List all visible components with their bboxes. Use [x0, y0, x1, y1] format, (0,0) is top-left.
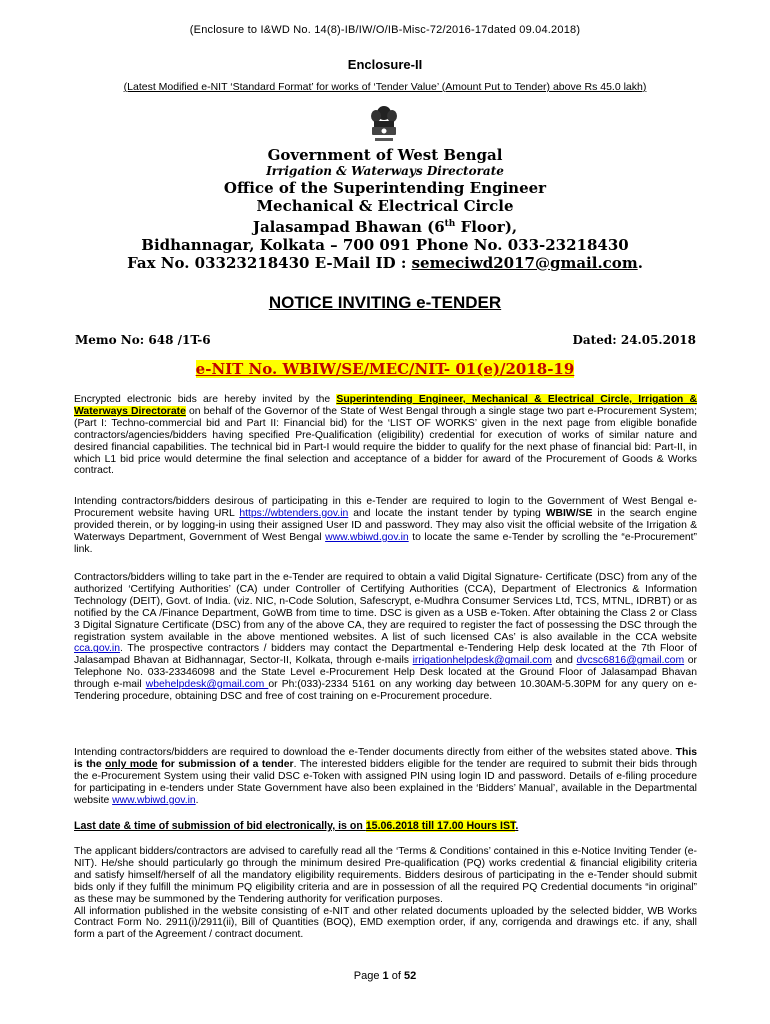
last-date-highlight: 15.06.2018 till 17.00 Hours IST	[365, 820, 516, 832]
enclosure-reference: (Enclosure to I&WD No. 14(8)-IB/IW/O/IB-Misc-72/2016-17dated 09.04.2018)	[189, 24, 581, 36]
notice-title: NOTICE INVITING e-TENDER	[268, 293, 502, 312]
enclosure-title: Enclosure-II	[347, 57, 423, 72]
wbiwd-link[interactable]: www.wbiwd.gov.in	[325, 531, 409, 543]
memo-date: Dated: 24.05.2018	[572, 333, 696, 347]
office-email-link[interactable]: semeciwd2017@gmail.com	[411, 254, 638, 272]
last-date-line: Last date & time of submission of bid electronically, is on 15.06.2018 till 17.00 Hours IST.	[74, 820, 519, 832]
address-phone-line: Bidhannagar, Kolkata – 700 091 Phone No. 033-23218430	[141, 236, 629, 254]
paragraph-terms: The applicant bidders/contractors are advised to carefully read all the ‘Terms & Conditions’ contained in this e-Notice Inviting Tender (e-NIT). He/she should particularly go through the minimum desired Pre-qualification (PQ) works credential & financial eligibility criteria and satisfy himself/herself of all the mandatory eligibility requirements. Bidders desirous of participating in the e-Tender should submit bids only if they fulfill the minimum PQ eligibility criteria and are in possession of all the required PQ Credential documents “in original” as these may be summoned by the Tendering authority for verification purposes. All information published in the website consisting of e-NIT and other related documents uploaded by the selected bidder, WB Works Contract Form No. 2911(i)/2911(ii), Bill of Quantities (BOQ), EMD exemption order, if any, corrigenda and drawings etc. if any, shall form a part of the Agreement / contract document.	[74, 846, 697, 941]
paragraph-login: Intending contractors/bidders desirous of participating in this e-Tender are required to login to the Government of West Bengal e-Procurement website having URL https://wbtenders.gov.in and locate the instant tender by typing WBIW/SE in the search engine provided therein, or by logging-in using their assigned User ID and password. They may also visit the official website of the Irrigation & Waterways Department, Government of West Bengal www.wbiwd.gov.in to locate the same e-Tender by scrolling the “e-Procurement” link.	[74, 496, 697, 555]
dvcsc-email[interactable]: dvcsc6816@gmail.com	[576, 655, 685, 667]
state-emblem-icon	[365, 104, 403, 146]
latest-modified-note: (Latest Modified e-NIT ‘Standard Format’ for works of ‘Tender Value’ (Amount Put to Tender) above Rs 45.0 lakh)	[123, 81, 647, 93]
irrigation-helpdesk-email[interactable]: irrigationhelpdesk@gmail.com	[412, 655, 552, 667]
enit-number: e-NIT No. WBIW/SE/MEC/NIT- 01(e)/2018-19	[195, 360, 575, 378]
office-header	[0, 146, 770, 272]
circle-name: Mechanical & Electrical Circle	[256, 197, 514, 215]
wbiwd-link-2[interactable]: www.wbiwd.gov.in	[112, 794, 196, 806]
government-name: Government of West Bengal	[267, 146, 503, 164]
paragraph-dsc: Contractors/bidders willing to take part in the e-Tender are required to obtain a valid Digital Signature- Certificate (DSC) from any of the authorized ‘Certifying Authorities’ (CA) under Controller of Certifying Authorities (CCA), Department of Electronics & Information Technology (DEIT), Govt. of India. (viz. NIC, n-Code Solution, Safescrypt, e-Mudhra Consumer Services Ltd, TCS, MTNL, IDRBT) or as notified by the CA /Finance Department, GoWB from time to time. DSC is given as a USB e-Token. After obtaining the Class 2 or Class 3 Digital Signature Certificate (DSC) from any of the above CA, they are required to register the fact of possessing the DSC through the registration system available in the above mentioned websites. A list of such licensed CAs’ is also available in the CCA website cca.gov.in. The prospective contractors / bidders may contact the Departmental e-Tendering Help desk located at the 7th Floor of Jalasampad Bhavan at Bidhannagar, Sector-II, Kolkata, through e-mails irrigationhelpdesk@gmail.com and dvcsc6816@gmail.com or Telephone No. 033-23346098 and the State Level e-Procurement Help Desk located at the Ground Floor of Jalasampad Bhavan through e-mail wbehelpdesk@gmail.com or Ph:(033)-2334 5161 on any working day between 10.30AM-5.30PM for any query on e-Tendering procedure, obtaining DSC and free of cost training on e-Procurement procedure.	[74, 572, 697, 703]
paragraph-download: Intending contractors/bidders are required to download the e-Tender documents directly from either of the websites stated above. This is the only mode for submission of a tender. The interested bidders eligible for the tender are required to submit their bids through the e-Procurement System using their valid DSC e-Token with assigned PIN using login ID and password. Details of e-filing procedure for participating in e-tenders under State Government have also been explained in the ‘Bidders’ Manual’, available in the Departmental website www.wbiwd.gov.in.	[74, 747, 697, 806]
page-number: Page 1 of 52	[353, 970, 417, 982]
memo-number: Memo No: 648 /1T-6	[75, 333, 211, 347]
paragraph-agreement: All information published in the website consisting of e-NIT and other related documents uploaded by the selected bidder, WB Works Contract Form No. 2911(i)/2911(ii), Bill of Quantities (BOQ), EMD exemption order, if any, corrigenda and drawings etc. if any, shall form a part of the Agreement / contract document.	[74, 905, 697, 941]
wbtenders-link[interactable]: https://wbtenders.gov.in	[239, 507, 349, 519]
paragraph-invitation: Encrypted electronic bids are hereby invited by the Superintending Engineer, Mechanical & Electrical Circle, Irrigation & Waterways Directorate on behalf of the Governor of the State of West Bengal through a single stage two part e-Procurement System; (Part I: Techno-commercial bid and Part II: Financial bid) for the ‘LIST OF WORKS’ given in the next page from eligible bonafide contractors/agencies/bidders having specified Pre-Qualification (eligibility) credential for execution of works of similar nature and desired financial capabilities. The technical bid in Part-I would require the bidder to qualify for the next phase of financial bid: Part-II, in which L1 bid price would determine the final selection and acceptance of a bidder for award of the Procurement of Goods & Works contract.	[74, 394, 698, 477]
emblem-caption	[375, 138, 393, 141]
tender-authority-highlight: Superintending Engineer, Mechanical & Electrical Circle, Irrigation & Waterways Directorate	[74, 394, 698, 417]
directorate-name: Irrigation & Waterways Directorate	[266, 164, 504, 178]
building-line: Jalasampad Bhawan (6th Floor),	[252, 218, 518, 236]
fax-email-line: Fax No. 03323218430 E-Mail ID : semeciwd2017@gmail.com.	[127, 254, 643, 272]
cca-link[interactable]: cca.gov.in	[74, 643, 121, 655]
office-name: Office of the Superintending Engineer	[223, 179, 547, 197]
wbe-helpdesk-email[interactable]: wbehelpdesk@gmail.com	[145, 679, 269, 691]
